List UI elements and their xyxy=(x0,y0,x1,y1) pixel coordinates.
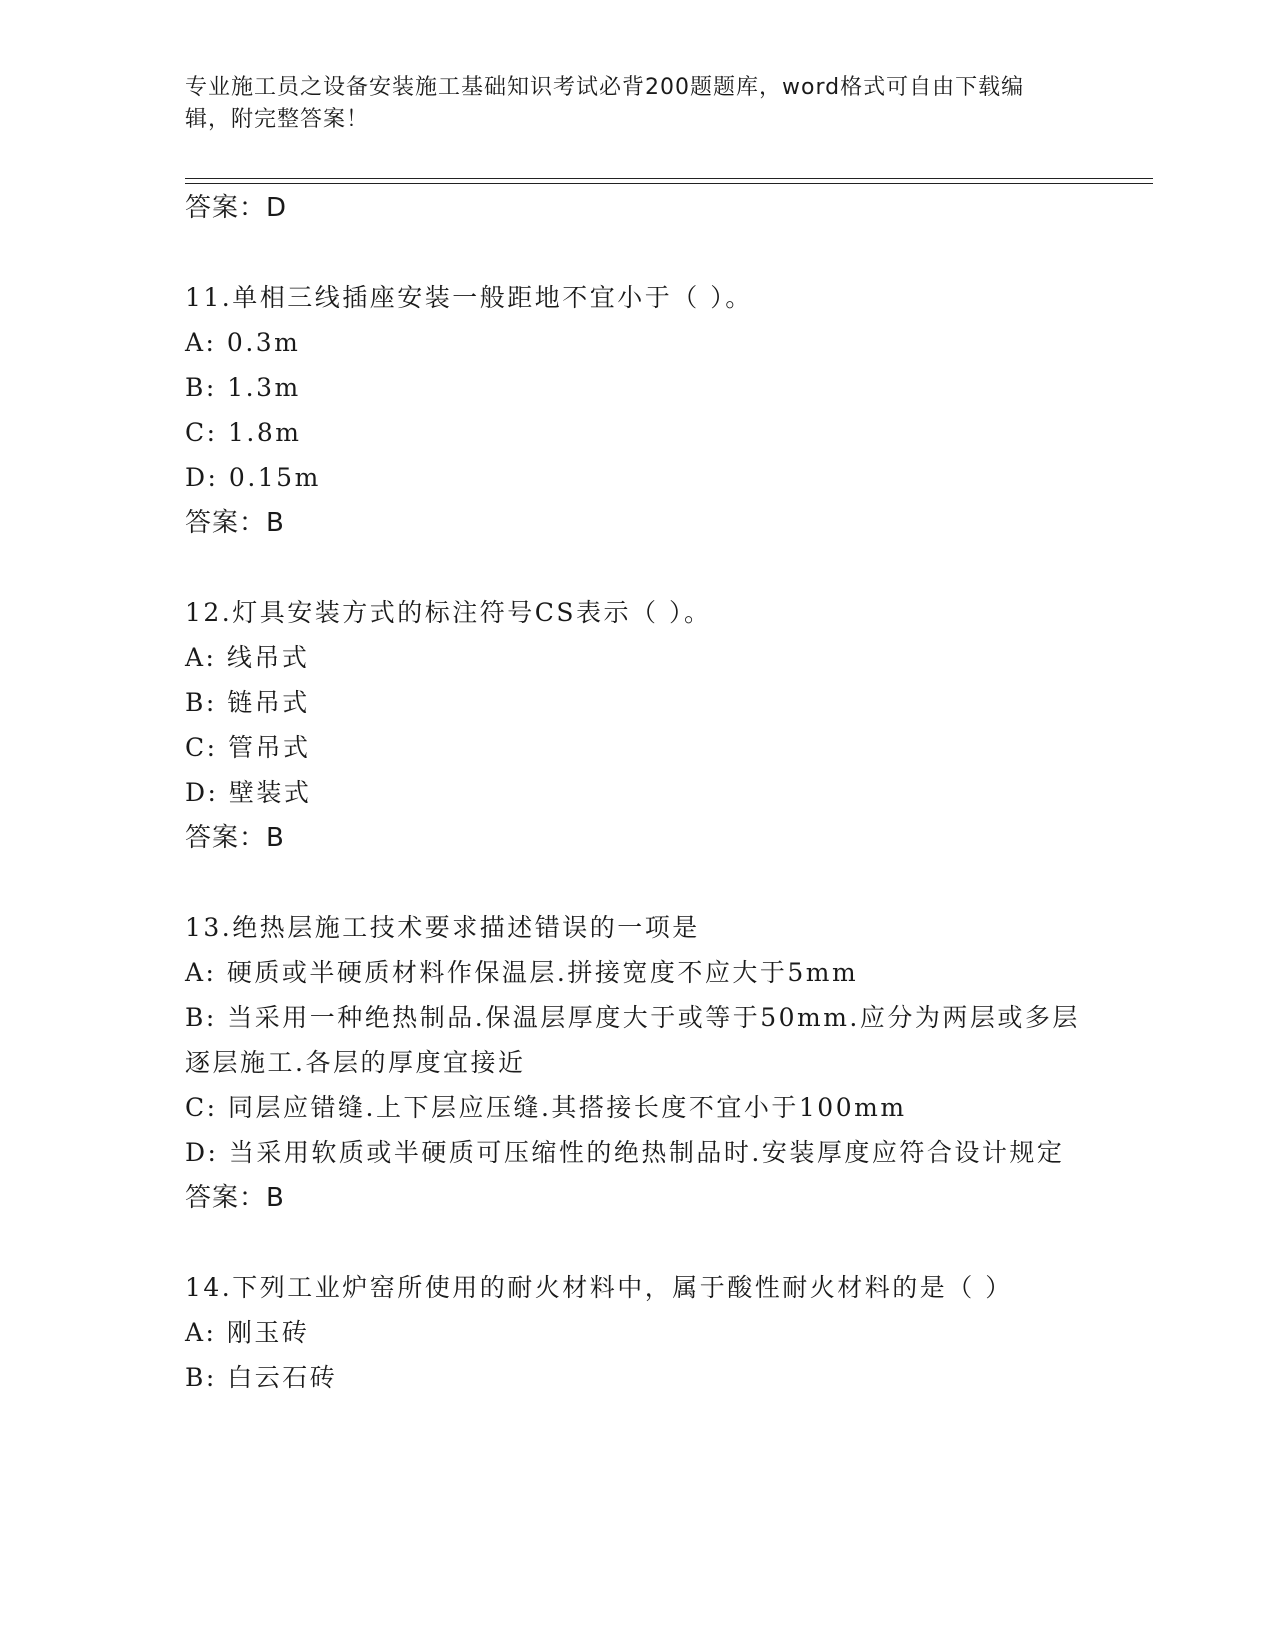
answer-line: 答案：B xyxy=(185,823,285,853)
option-a: A: 刚玉砖 xyxy=(185,1318,310,1347)
answer-line: 答案：B xyxy=(185,1183,285,1213)
question-12 xyxy=(185,590,1085,861)
answer-line: 答案：B xyxy=(185,508,285,538)
option-b: B: 1.3m xyxy=(185,373,301,402)
option-d: D: 当采用软质或半硬质可压缩性的绝热制品时.安装厚度应符合设计规定 xyxy=(185,1138,1065,1167)
option-b: B: 链吊式 xyxy=(185,688,310,717)
option-a: A: 0.3m xyxy=(185,328,301,357)
question-11 xyxy=(185,275,1085,546)
option-d: D: 壁装式 xyxy=(185,778,312,807)
option-a: A: 线吊式 xyxy=(185,643,310,672)
question-stem: 12.灯具安装方式的标注符号CS表示（ ）。 xyxy=(185,598,712,627)
header-divider-second xyxy=(185,183,1153,184)
question-13 xyxy=(185,905,1085,1221)
question-list xyxy=(185,185,1085,1400)
question-stem: 14.下列工业炉窑所使用的耐火材料中，属于酸性耐火材料的是（ ） xyxy=(185,1273,1013,1302)
option-c: C: 同层应错缝.上下层应压缝.其搭接长度不宜小于100mm xyxy=(185,1093,907,1122)
option-a: A: 硬质或半硬质材料作保温层.拼接宽度不应大于5mm xyxy=(185,958,859,987)
document-header: 专业施工员之设备安装施工基础知识考试必背200题题库，word格式可自由下载编辑，附完整答案！ xyxy=(185,75,1025,132)
option-c: C: 管吊式 xyxy=(185,733,311,762)
option-b: B: 白云石砖 xyxy=(185,1363,338,1392)
option-c: C: 1.8m xyxy=(185,418,302,447)
question-stem: 13.绝热层施工技术要求描述错误的一项是 xyxy=(185,913,700,942)
header-divider xyxy=(185,178,1153,179)
option-d: D: 0.15m xyxy=(185,463,321,492)
question-stem: 11.单相三线插座安装一般距地不宜小于（ ）。 xyxy=(185,283,753,312)
option-b: B: 当采用一种绝热制品.保温层厚度大于或等于50mm.应分为两层或多层逐层施工.各层的厚度宜接近 xyxy=(185,1003,1080,1077)
question-14 xyxy=(185,1265,1085,1400)
answer-line: 答案：D xyxy=(185,193,288,223)
